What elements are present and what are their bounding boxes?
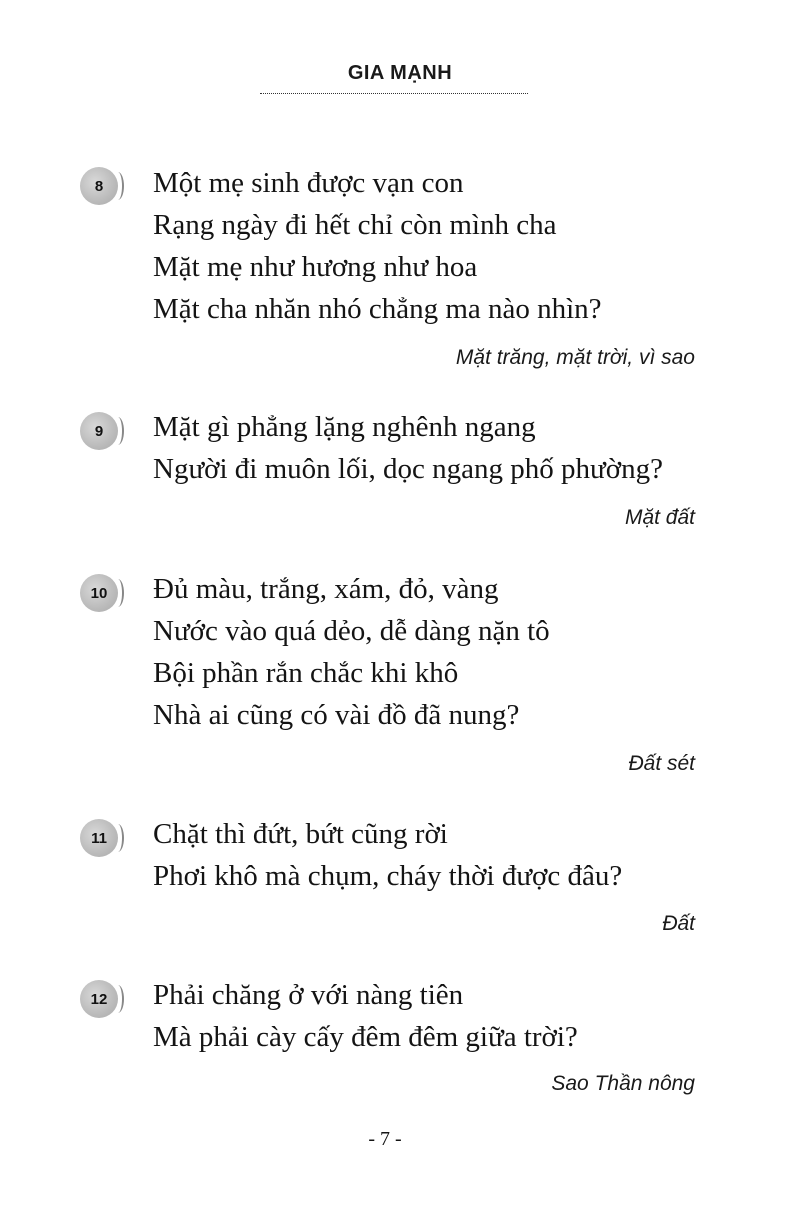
riddle-answer: Sao Thần nông (551, 1072, 695, 1095)
riddle-number-badge (80, 819, 118, 857)
verse-line: Mà phải cày cấy đêm đêm giữa trời? (153, 1021, 578, 1053)
verse-line: Mặt mẹ như hương như hoa (153, 251, 478, 283)
riddle-answer: Mặt trăng, mặt trời, vì sao (455, 346, 695, 369)
verse-line: Nước vào quá dẻo, dễ dàng nặn tô (153, 615, 550, 647)
verse-line: Mặt cha nhăn nhó chẳng ma nào nhìn? (153, 293, 602, 325)
riddle-number: 11 (91, 829, 107, 847)
verse-line: Người đi muôn lối, dọc ngang phố phường? (153, 453, 663, 485)
riddle-verse (153, 406, 733, 490)
verse-line: Chặt thì đứt, bứt cũng rời (153, 818, 448, 850)
riddle-number-badge (80, 412, 118, 450)
riddle-verse (153, 813, 733, 897)
riddle-number-badge (80, 980, 118, 1018)
riddle-verse (153, 974, 733, 1058)
riddle-number: 9 (94, 422, 104, 440)
verse-line: Đủ màu, trắng, xám, đỏ, vàng (153, 573, 499, 605)
header-divider (260, 93, 528, 94)
verse-line: Phải chăng ở với nàng tiên (153, 979, 464, 1011)
riddle-answer: Đất (662, 912, 695, 935)
riddle-number-badge (80, 167, 118, 205)
riddle-verse (153, 162, 733, 330)
verse-line: Một mẹ sinh được vạn con (153, 167, 464, 199)
riddle-verse (153, 568, 733, 736)
riddle-number: 12 (90, 990, 108, 1008)
riddle-number: 8 (94, 177, 104, 195)
verse-line: Nhà ai cũng có vài đồ đã nung? (153, 699, 520, 731)
riddle-answer: Đất sét (628, 752, 695, 775)
book-author-title: GIA MẠNH (347, 62, 453, 84)
riddle-answer: Mặt đất (624, 506, 695, 529)
verse-line: Phơi khô mà chụm, cháy thời được đâu? (153, 860, 623, 892)
verse-line: Bội phần rắn chắc khi khô (153, 657, 459, 689)
verse-line: Mặt gì phẳng lặng nghênh ngang (153, 411, 536, 443)
riddle-number-badge (80, 574, 118, 612)
page-header (0, 62, 800, 85)
riddle-number: 10 (90, 584, 108, 602)
verse-line: Rạng ngày đi hết chỉ còn mình cha (153, 209, 557, 241)
page-number: - 7 - (368, 1128, 402, 1150)
